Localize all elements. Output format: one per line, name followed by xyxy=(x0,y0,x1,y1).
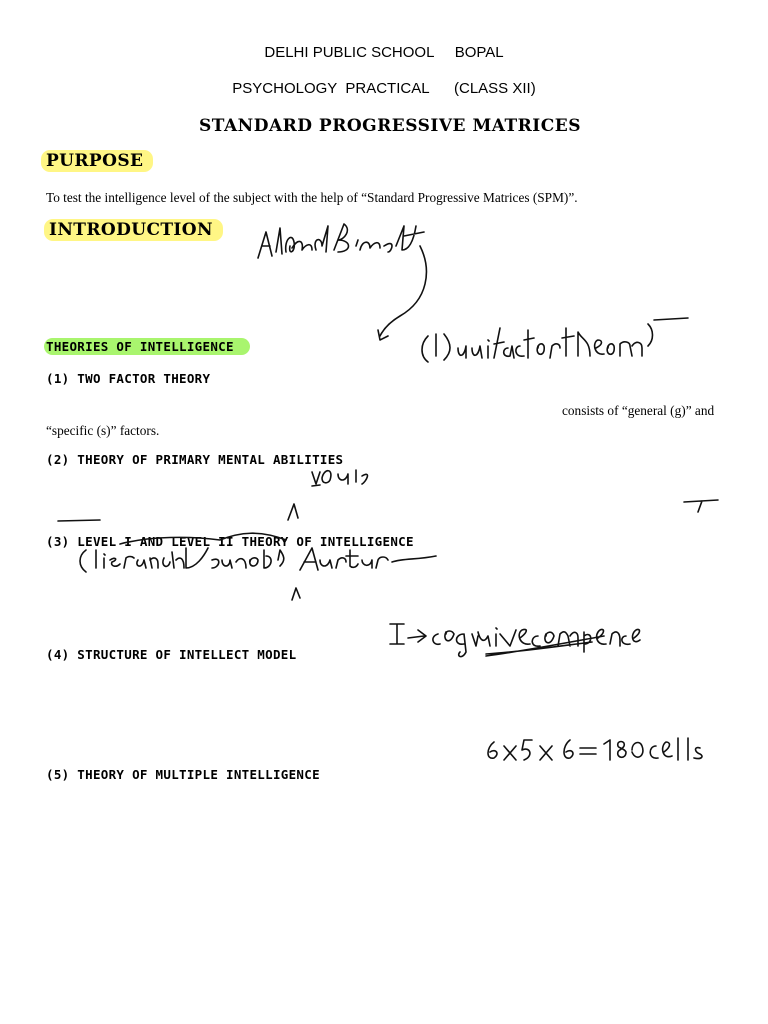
annotation-unifactor-theory xyxy=(422,318,688,362)
annotation-caret-2 xyxy=(292,588,300,600)
introduction-heading-label: INTRODUCTION xyxy=(44,219,223,241)
purpose-heading xyxy=(41,151,153,171)
introduction-heading xyxy=(44,220,223,240)
two-factor-description-b: “specific (s)” factors. xyxy=(46,423,160,438)
annotation-dash-left xyxy=(58,520,100,521)
purpose-text: To test the intelligence level of the subject with the help of “Standard Progressive Matrices (SPM)”. xyxy=(46,190,578,205)
subject-line: PSYCHOLOGY PRACTICAL (CLASS XII) xyxy=(232,80,536,97)
annotation-180-cells xyxy=(488,738,702,760)
theory-item-primary-mental-abilities: (2) THEORY OF PRIMARY MENTAL ABILITIES xyxy=(46,452,344,467)
annotation-caret-1 xyxy=(288,504,298,520)
annotation-alfred-binet xyxy=(258,224,424,258)
two-factor-description-a: consists of “general (g)” and xyxy=(562,403,715,418)
purpose-heading-label: PURPOSE xyxy=(41,150,153,172)
theory-item-level-i-ii: (3) LEVEL I AND LEVEL II THEORY OF INTELLIGENCE xyxy=(46,534,414,549)
document-title: STANDARD PROGRESSIVE MATRICES xyxy=(198,116,582,136)
theory-item-two-factor: (1) TWO FACTOR THEORY xyxy=(46,371,211,386)
annotation-t-mark xyxy=(684,500,718,512)
school-name: DELHI PUBLIC SCHOOL BOPAL xyxy=(264,44,504,61)
annotation-cognitive-competence xyxy=(390,624,640,657)
annotation-arrow-curve xyxy=(378,246,426,340)
theories-heading-label: THEORIES OF INTELLIGENCE xyxy=(44,338,250,355)
theory-item-multiple-intelligence: (5) THEORY OF MULTIPLE INTELLIGENCE xyxy=(46,767,320,782)
theories-heading xyxy=(44,339,250,354)
annotation-louis xyxy=(312,470,367,486)
theory-item-structure-of-intellect: (4) STRUCTURE OF INTELLECT MODEL xyxy=(46,647,297,662)
annotation-hierarchical-model xyxy=(80,548,436,572)
